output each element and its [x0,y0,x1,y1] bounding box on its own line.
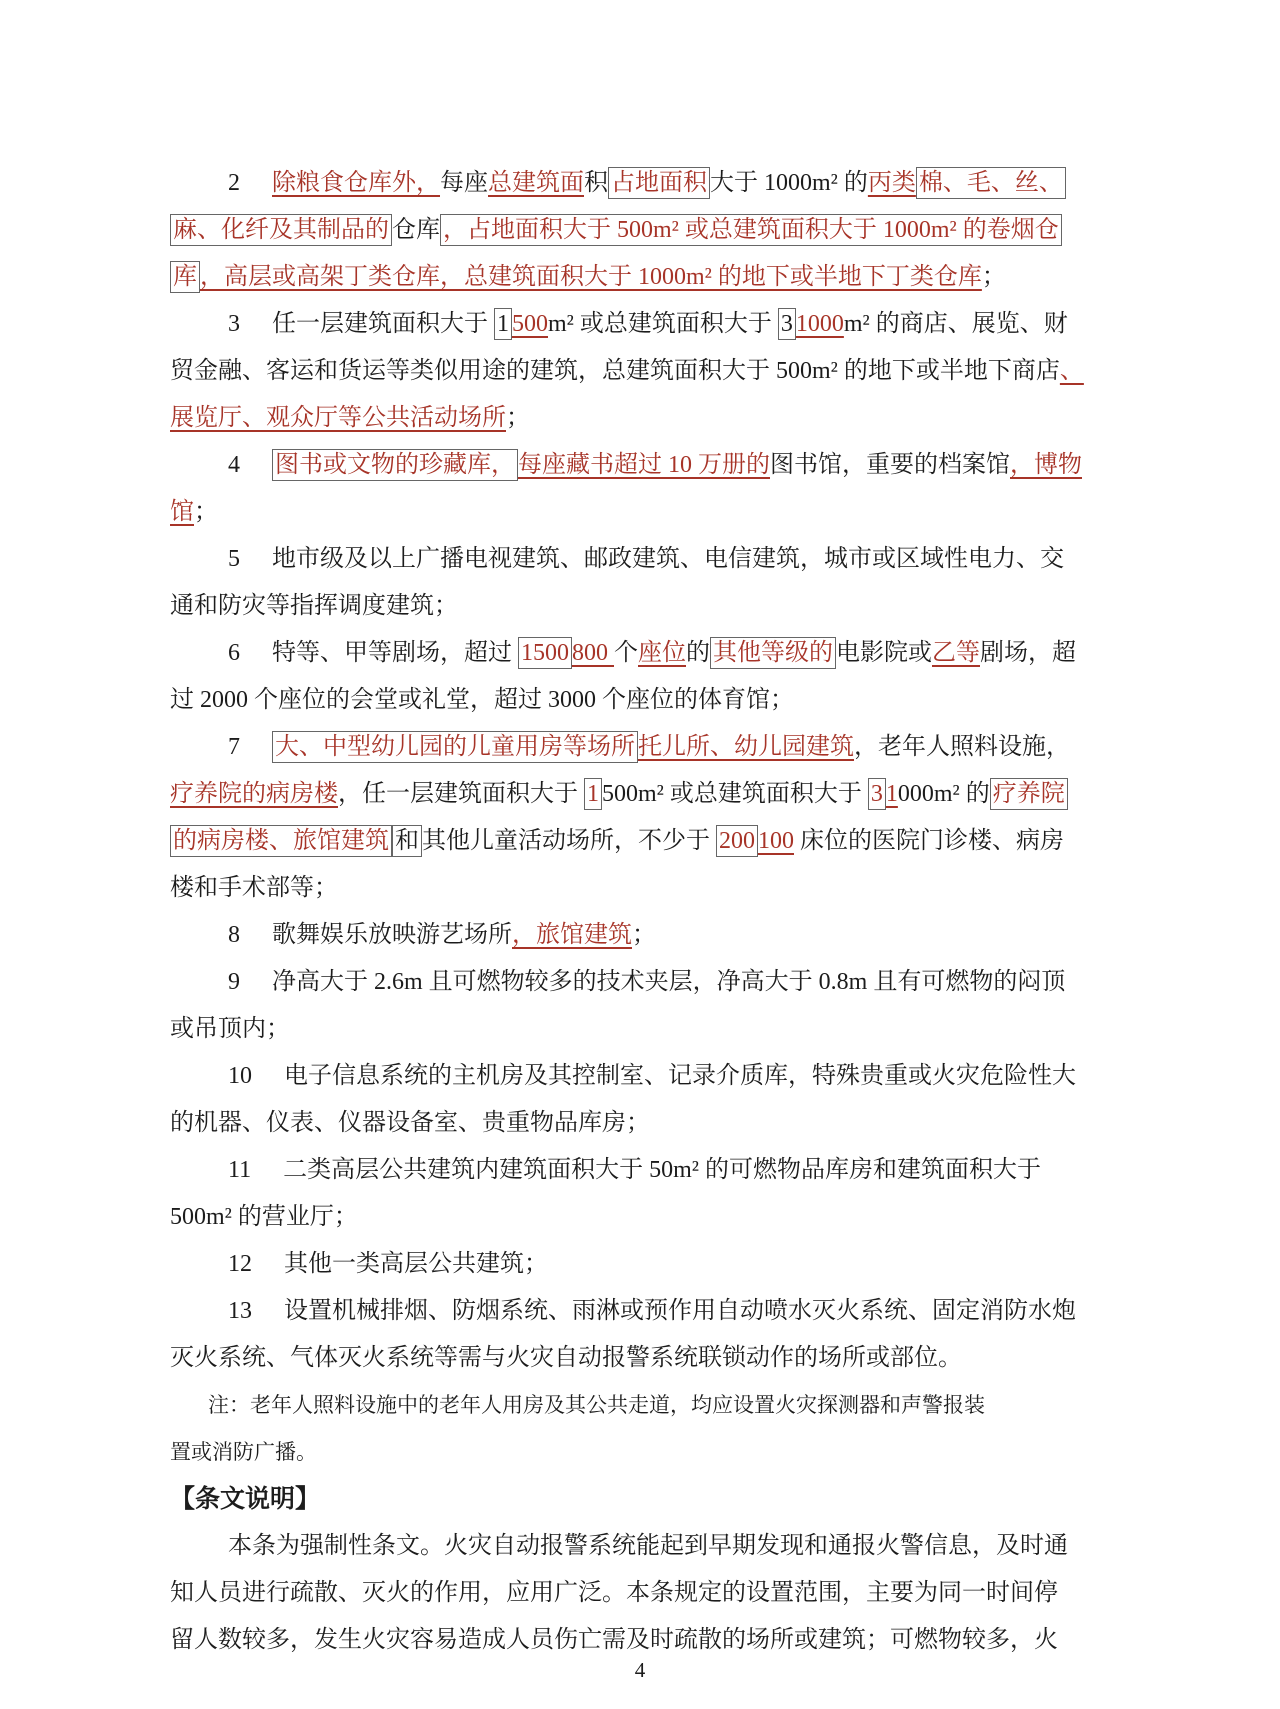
text-line [170,771,1120,818]
section-heading [170,1476,1120,1523]
item-number: 6 [228,640,240,666]
text-run: 500m² 或总建筑面积大于 [602,781,868,807]
text-run: 电影院或 [836,640,932,666]
deleted-text-box: 库 [170,261,200,293]
text-run: 的 [686,640,710,666]
text-run: 知人员进行疏散、灭火的作用，应用广泛。本条规定的设置范围，主要为同一时间停 [170,1580,1058,1606]
inserted-text: 总建筑面 [488,170,584,196]
item-number: 3 [228,311,240,337]
text-line [170,1382,1120,1429]
text-run: 二类高层公共建筑内建筑面积大于 50m² 的可燃物品库房和建筑面积大于 [283,1157,1041,1183]
text-run: 图书馆，重要的档案馆 [770,452,1010,478]
item-number: 12 [228,1251,252,1277]
document-content [170,160,1120,1664]
deleted-text-box: 疗养院 [990,778,1068,810]
text-line [170,442,1120,489]
text-line [170,1194,1120,1241]
text-run: 置或消防广播。 [170,1440,317,1464]
text-line [170,1335,1120,1382]
text-run: 剧场，超 [980,640,1076,666]
text-run: 【条文说明】 [170,1485,321,1513]
text-line [170,489,1120,536]
item-number: 5 [228,546,240,572]
deleted-text-box: 1500 [518,637,572,669]
deleted-text-box: 占地面积 [608,167,710,199]
text-run: 净高大于 2.6m 且可燃物较多的技术夹层，净高大于 0.8m 且有可燃物的闷顶 [272,969,1066,995]
text-line [170,1241,1120,1288]
text-line [170,1053,1120,1100]
text-line [170,724,1120,771]
inserted-text: 每座藏书超过 10 万册的 [518,452,770,478]
deleted-text-box: 3 [868,778,886,810]
text-run: m² 的商店、展览、财 [843,311,1068,337]
item-number: 4 [228,452,240,478]
text-line [170,818,1120,865]
inserted-text: 除粮食仓库外， [272,170,440,196]
inserted-text: ，博物 [1010,452,1082,478]
text-line [170,1570,1120,1617]
text-run: 本条为强制性条文。火灾自动报警系统能起到早期发现和通报火警信息，及时通 [228,1533,1068,1559]
text-line [170,301,1120,348]
text-run: ； [506,405,530,431]
deleted-text-box: 棉、毛、丝、 [916,167,1066,199]
text-run: 大于 1000m² 的 [710,170,868,196]
deleted-text-box: 其他等级的 [710,637,836,669]
text-line [170,536,1120,583]
text-run: 通和防灾等指挥调度建筑； [170,593,458,619]
inserted-text: 1000 [795,311,844,337]
text-line [170,865,1120,912]
text-run: 仓库 [392,217,440,243]
deleted-text-box: 麻、化纤及其制品的 [170,214,392,246]
text-run: 500m² 的营业厅； [170,1204,358,1230]
deleted-text-box: 200 [716,825,758,857]
text-line [170,912,1120,959]
deleted-text-box: 大、中型幼儿园的儿童用房等场所 [272,731,638,763]
inserted-text: 800 [572,640,614,666]
deleted-text-box: 3 [778,308,796,340]
inserted-text: 乙等 [932,640,980,666]
inserted-text: ，高层或高架丁类仓库，总建筑面积大于 1000m² 的地下或半地下丁类仓库 [200,264,982,290]
text-line [170,1523,1120,1570]
inserted-text: 托儿所、幼儿园建筑 [638,734,854,760]
text-run: 或吊顶内； [170,1016,290,1042]
text-line [170,1288,1120,1335]
inserted-text: 馆 [170,499,194,525]
text-line [170,583,1120,630]
page-number: 4 [634,1658,646,1682]
text-line [170,207,1120,254]
text-line [170,959,1120,1006]
text-run: 每座 [440,170,488,196]
text-run: 其他一类高层公共建筑； [284,1251,548,1277]
text-run: 床位的医院门诊楼、病房 [794,828,1064,854]
text-run: 个 [614,640,638,666]
text-run: 设置机械排烟、防烟系统、雨淋或预作用自动喷水灭火系统、固定消防水炮 [284,1298,1076,1324]
deleted-text-box: ，占地面积大于 500m² 或总建筑面积大于 1000m² 的卷烟仓 [440,214,1062,246]
text-run: 电子信息系统的主机房及其控制室、记录介质库，特殊贵重或火灾危险性大 [284,1063,1076,1089]
text-run: 特等、甲等剧场，超过 [272,640,518,666]
text-run: ，老年人照料设施， [854,734,1070,760]
inserted-text: 500 [512,311,548,337]
text-run: 留人数较多，发生火灾容易造成人员伤亡需及时疏散的场所或建筑；可燃物较多，火 [170,1627,1058,1653]
text-run: 注：老年人照料设施中的老年人用房及其公共走道，均应设置火灾探测器和声警报装 [208,1393,985,1417]
text-run: 楼和手术部等； [170,875,338,901]
inserted-text: 展览厅、观众厅等公共活动场所 [170,405,506,431]
deleted-text-box: 和 [392,825,422,857]
item-number: 9 [228,969,240,995]
inserted-text: 、 [1059,358,1084,384]
deleted-text-box: 1 [494,308,512,340]
item-number: 2 [228,170,240,196]
text-run: 任一层建筑面积大于 [272,311,494,337]
deleted-text-box: 的病房楼、旅馆建筑 [170,825,392,857]
text-line [170,630,1120,677]
text-run: 000m² 的 [897,781,990,807]
text-line [170,1006,1120,1053]
text-run: ，任一层建筑面积大于 [338,781,584,807]
text-run: 歌舞娱乐放映游艺场所 [272,922,512,948]
item-number: 10 [228,1063,252,1089]
text-run: m² 或总建筑面积大于 [548,311,778,337]
text-line [170,254,1120,301]
text-run: 贸金融、客运和货运等类似用途的建筑，总建筑面积大于 500m² 的地下或半地下商店 [170,358,1060,384]
text-line [170,348,1120,395]
item-number: 8 [228,922,240,948]
deleted-text-box: 图书或文物的珍藏库， [272,449,518,481]
inserted-text: 1 [885,781,898,807]
inserted-text: 座位 [638,640,686,666]
item-number: 11 [228,1157,252,1183]
deleted-text-box: 1 [584,778,602,810]
text-line [170,395,1120,442]
text-line [170,677,1120,724]
text-run: ； [981,264,1006,290]
item-number: 7 [228,734,240,760]
text-run: 积 [584,170,608,196]
text-line [170,1147,1120,1194]
text-line [170,1100,1120,1147]
text-run: ； [194,499,218,525]
text-run: 过 2000 个座位的会堂或礼堂，超过 3000 个座位的体育馆； [170,687,794,713]
text-run: 的机器、仪表、仪器设备室、贵重物品库房； [170,1110,650,1136]
text-run: ； [632,922,656,948]
text-run: 其他儿童活动场所，不少于 [422,828,716,854]
text-line [170,1429,1120,1476]
item-number: 13 [228,1298,252,1324]
text-run: 地市级及以上广播电视建筑、邮政建筑、电信建筑，城市或区域性电力、交 [272,546,1064,572]
text-run: 灭火系统、气体灭火系统等需与火灾自动报警系统联锁动作的场所或部位。 [170,1345,962,1371]
inserted-text: 丙类 [867,170,916,196]
text-line [170,1617,1120,1664]
inserted-text: 100 [758,828,794,854]
inserted-text: 疗养院的病房楼 [170,781,338,807]
inserted-text: ，旅馆建筑 [512,922,632,948]
text-line [170,160,1120,207]
